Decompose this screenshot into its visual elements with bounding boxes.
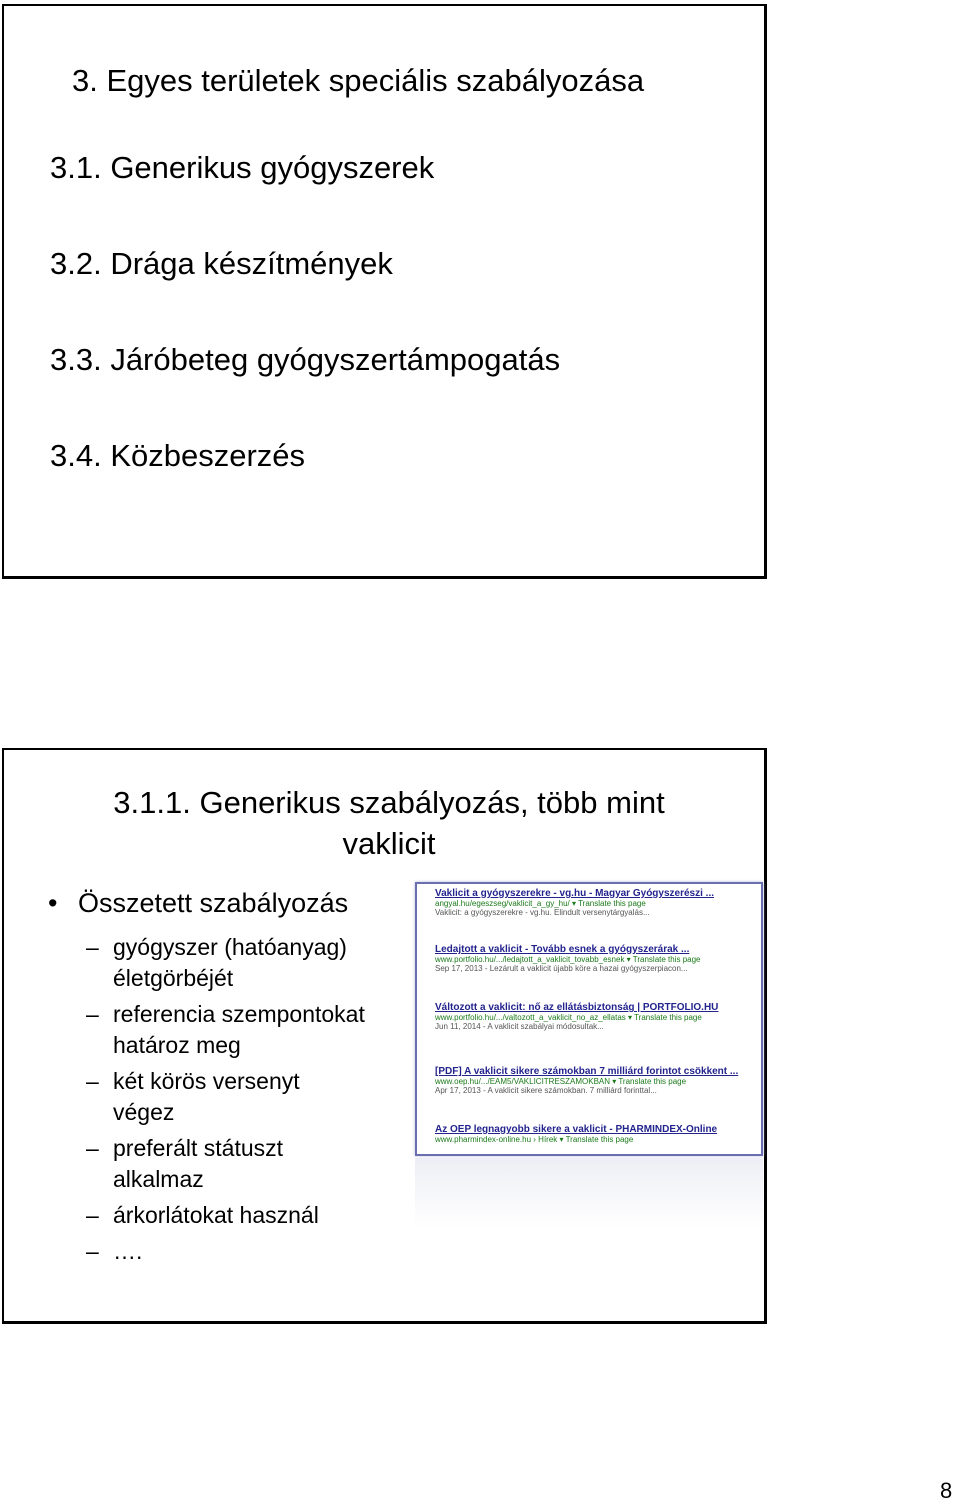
sub-item-line-1: …. [113, 1238, 143, 1264]
dash-icon: – [86, 1068, 99, 1094]
dash-icon: – [86, 1135, 99, 1161]
sub-item-line-1: preferált státuszt [113, 1135, 284, 1161]
bullet-text: Összetett szabályozás [78, 888, 349, 918]
slide-2-title-line-1: 3.1.1. Generikus szabályozás, több mint [113, 785, 665, 820]
sub-item-line-2: alkalmaz [113, 1166, 204, 1192]
sub-item-line-1: árkorlátokat használ [113, 1202, 319, 1228]
slide-1 [2, 4, 767, 579]
search-result-url: angyal.hu/egeszseg/vaklicit_a_gy_hu/ ▾ Translate this page [435, 899, 646, 908]
screenshot-reflection [415, 1158, 763, 1228]
search-result-desc: Sep 17, 2013 - Lezárult a vaklicit újabb köre a hazai gyógyszerpiacon... [435, 964, 688, 973]
search-result-url: www.pharmindex-online.hu › Hírek ▾ Translate this page [435, 1135, 634, 1144]
slide-2-title-line-2: vaklicit [342, 826, 436, 861]
search-result-title: [PDF] A vaklicit sikere számokban 7 milliárd forintot csökkent ... [435, 1066, 739, 1077]
search-result-title: Ledajtott a vaklicit - Tovább esnek a gyógyszerárak ... [435, 944, 690, 955]
search-result-title: Az OEP legnagyobb sikere a vaklicit - PHARMINDEX-Online [435, 1124, 718, 1135]
search-result [435, 888, 755, 917]
page-number: 8 [940, 1478, 953, 1503]
bullet-icon: • [48, 888, 58, 918]
slide-1-item: 3.4. Közbeszerzés [50, 438, 306, 473]
search-result-title: Változott a vaklicit: nő az ellátásbiztonság | PORTFOLIO.HU [435, 1002, 719, 1013]
sub-item-line-2: határoz meg [113, 1032, 241, 1058]
slide-1-item: 3.2. Drága készítmények [50, 246, 393, 281]
search-result-url: www.oep.hu/.../EAM5/VAKLICITRESZAMOKBAN ▾ Translate this page [435, 1077, 687, 1086]
dash-icon: – [86, 1238, 99, 1264]
bullet-item [48, 888, 348, 919]
slide-2 [2, 748, 767, 1324]
search-result-desc: Jun 11, 2014 - A vaklicit szabályai módosultak... [435, 1022, 604, 1031]
sub-item-line-1: referencia szempontokat [113, 1001, 365, 1027]
dash-icon: – [86, 1202, 99, 1228]
search-result-desc: Apr 17, 2013 - A vaklicit sikere számokban. 7 milliárd forinttal... [435, 1086, 657, 1095]
sub-item-line-1: gyógyszer (hatóanyag) [113, 934, 347, 960]
sub-item-line-1: két körös versenyt [113, 1068, 300, 1094]
search-result-url: www.portfolio.hu/.../ledajtott_a_vaklicit_tovabb_esnek ▾ Translate this page [435, 955, 701, 964]
search-result-url: www.portfolio.hu/.../valtozott_a_vaklicit_no_az_ellatas ▾ Translate this page [435, 1013, 702, 1022]
slide-1-item: 3.3. Járóbeteg gyógyszertámpogatás [50, 342, 561, 377]
search-result [435, 1066, 755, 1095]
slide-1-title: 3. Egyes területek speciális szabályozása [72, 63, 645, 98]
sub-item-line-2: végez [113, 1099, 175, 1125]
search-result [435, 944, 755, 973]
sub-item-line-2: életgörbéjét [113, 965, 234, 991]
search-results-screenshot [415, 882, 763, 1156]
search-result [435, 1124, 755, 1144]
search-result [435, 1002, 755, 1031]
search-result-title: Vaklicit a gyógyszerekre - vg.hu - Magyar Gyógyszerészi ... [435, 888, 715, 899]
slide-2-title [84, 782, 694, 864]
dash-icon: – [86, 934, 99, 960]
slide-1-item: 3.1. Generikus gyógyszerek [50, 150, 435, 185]
search-result-desc: Vaklicit: a gyógyszerekre - vg.hu. Elindult versenytárgyalás... [435, 908, 650, 917]
dash-icon: – [86, 1001, 99, 1027]
